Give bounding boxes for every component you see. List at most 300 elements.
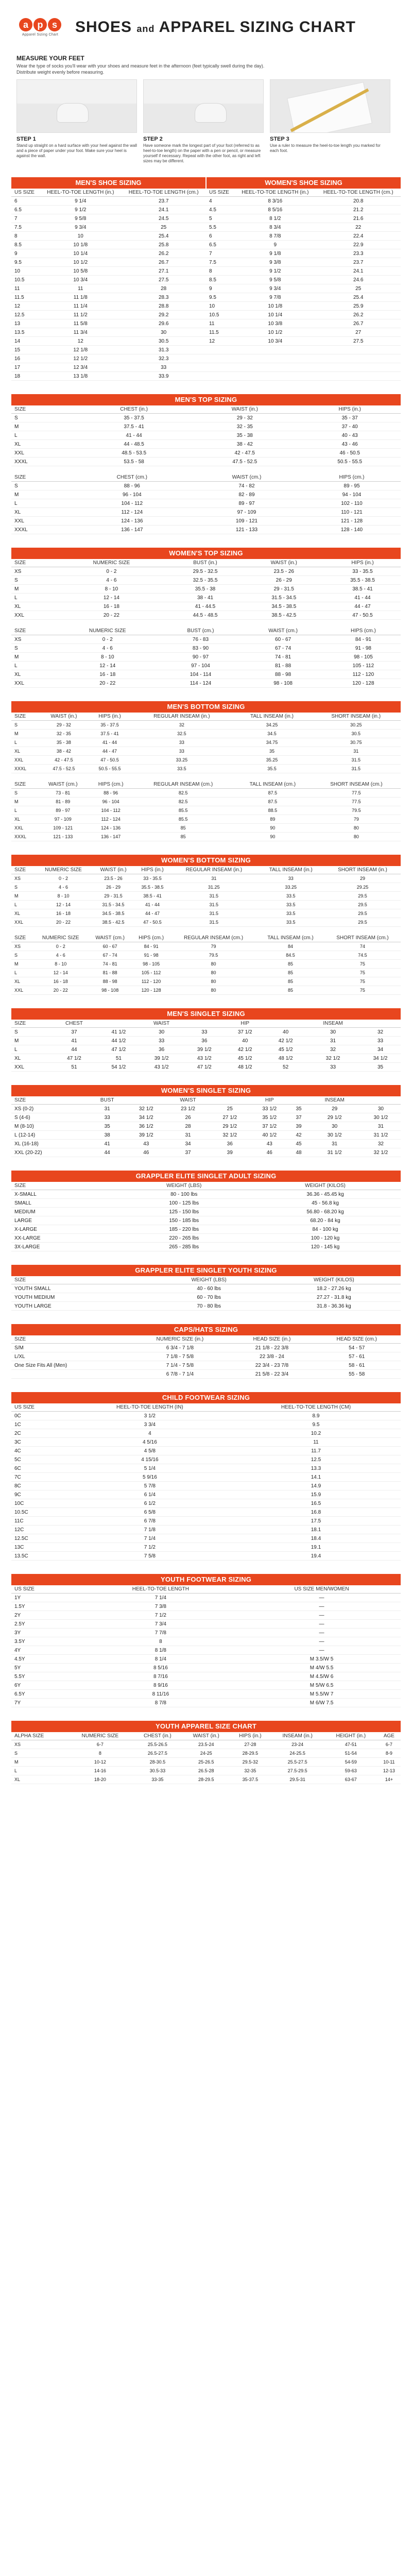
table-cell: 85.5 (133, 806, 233, 815)
table-cell: 29.25 (324, 883, 401, 892)
table-cell: 9 (206, 284, 234, 293)
table-cell: 24.6 (316, 276, 401, 284)
table-row (11, 1681, 401, 1690)
table-cell: 25-26.5 (182, 1758, 230, 1767)
table-cell: 2C (11, 1429, 68, 1438)
womens-shoe-table (206, 189, 401, 381)
column-header: US SIZE (11, 1585, 79, 1594)
table-cell: 29 (308, 1105, 361, 1113)
table-cell: 68.20 - 84 kg (250, 1216, 401, 1225)
column-header: REGULAR INSEAM (in.) (131, 713, 232, 721)
table-cell: 60 - 67 (240, 635, 325, 644)
table-cell: 9 1/8 (234, 249, 316, 258)
table-cell: M 5/W 6.5 (243, 1681, 401, 1690)
table-cell: 7 3/4 (79, 1620, 243, 1629)
logo-letter: s (48, 18, 61, 31)
table-cell: 22 3/8 - 24 (231, 1352, 313, 1361)
table-cell: M (11, 585, 56, 594)
column-header: BUST (in.) (167, 559, 244, 567)
table-cell: 9 1/2 (234, 267, 316, 276)
table-cell: 80 (170, 960, 256, 969)
table-cell: — (243, 1646, 401, 1655)
table-cell: M (11, 892, 35, 901)
measure-intro: Wear the type of socks you'll wear with your shoes and measure feet in the afternoon (feet typically swell during the day). Distribute weight evenly before measuring. (16, 63, 265, 75)
column-header: SIZE (11, 1335, 129, 1344)
table-cell: 6.5Y (11, 1690, 79, 1699)
table-cell: 10.2 (231, 1429, 401, 1438)
column-header: TALL INSEAM (in.) (233, 713, 312, 721)
table-cell: 97 - 109 (38, 815, 89, 824)
table-cell: 16 - 18 (54, 670, 161, 679)
table-cell: 5 9/16 (68, 1473, 231, 1482)
table-cell: XL (11, 670, 54, 679)
table-cell: 45 - 56.8 kg (250, 1199, 401, 1208)
table-cell: XS (0-2) (11, 1105, 88, 1113)
table-cell: 12 1/8 (40, 346, 121, 354)
table-cell: M 4/W 5.5 (243, 1664, 401, 1672)
table-row (206, 372, 401, 381)
youth-footwear-table (11, 1585, 401, 1707)
table-cell: 17 (11, 363, 40, 372)
table-cell: 22.9 (316, 241, 401, 249)
table-cell: 12 1/2 (40, 354, 121, 363)
table-cell: S (11, 721, 39, 730)
table-cell: XS (11, 635, 54, 644)
table-row (11, 602, 401, 611)
table-cell: 8 (11, 232, 40, 241)
table-row (11, 1113, 401, 1122)
table-row (11, 1234, 401, 1243)
table-cell: YOUTH MEDIUM (11, 1293, 151, 1302)
table-cell: 90 (233, 824, 312, 833)
table-cell: 11.5 (206, 328, 234, 337)
table-row (11, 1699, 401, 1707)
table-cell: 45 1/2 (265, 1045, 306, 1054)
table-cell: 20 - 22 (56, 611, 167, 620)
table-row (11, 1105, 401, 1113)
table-cell: XXL (11, 611, 56, 620)
mens-singlet-table (11, 1020, 401, 1072)
table-cell: 28-30.5 (133, 1758, 183, 1767)
table-cell: 8 3/4 (234, 223, 316, 232)
table-cell: 29.5 (324, 901, 401, 909)
table-cell: 38 - 42 (191, 440, 299, 449)
table-cell: 70 - 80 lbs (151, 1302, 267, 1311)
table-cell: 44 - 47 (324, 602, 401, 611)
table-row (11, 874, 401, 883)
table-cell: 28.3 (121, 293, 206, 302)
table-cell: 6.5 (11, 206, 40, 214)
table-cell: 7 1/4 (79, 1594, 243, 1602)
table-cell: 110 - 121 (303, 508, 401, 517)
table-cell: 35.5 - 38 (167, 585, 244, 594)
table-cell: 124 - 136 (89, 824, 133, 833)
table-cell: 43 (250, 1140, 289, 1148)
table-cell: 54 - 57 (313, 1344, 401, 1352)
table-cell: 37 (289, 1113, 308, 1122)
table-cell: 40 - 60 lbs (151, 1284, 267, 1293)
table-cell: 91 - 98 (326, 644, 401, 653)
table-cell: 42 (289, 1131, 308, 1140)
table-cell: 220 - 265 lbs (118, 1234, 250, 1243)
table-cell: 20 - 22 (54, 679, 161, 688)
table-cell: 7 1/4 - 7 5/8 (129, 1361, 231, 1370)
column-header: HIPS (in.) (299, 405, 401, 414)
mens-bottom-section (11, 701, 401, 841)
table-cell: 89 - 97 (191, 499, 303, 508)
table-cell: 8 - 10 (56, 585, 167, 594)
logo-letter: a (19, 18, 32, 31)
table-cell: 9 1/4 (40, 197, 121, 206)
table-row (11, 977, 401, 986)
table-row (11, 440, 401, 449)
table-row (11, 611, 401, 620)
table-cell: 85 (256, 969, 324, 977)
table-cell: 28.8 (121, 302, 206, 311)
column-header: WEIGHT (KILOS) (267, 1276, 401, 1284)
table-cell: 32 1/2 (361, 1148, 401, 1157)
table-cell: 12C (11, 1526, 68, 1534)
table-cell: 8 11/16 (79, 1690, 243, 1699)
table-cell: 35 - 38 (191, 431, 299, 440)
table-row (206, 223, 401, 232)
table-cell: 8 1/8 (79, 1646, 243, 1655)
table-cell: 104 - 112 (89, 806, 133, 815)
capshats-title: CAPS/HATS SIZING (11, 1324, 401, 1335)
table-cell: 23.3 (316, 249, 401, 258)
table-cell: 25.9 (316, 302, 401, 311)
table-cell: MEDIUM (11, 1208, 118, 1216)
table-cell: M (11, 653, 54, 662)
table-row (11, 1199, 401, 1208)
table-cell: 41 1/2 (98, 1028, 139, 1037)
table-cell: 10 1/4 (40, 249, 121, 258)
column-header: NUMERIC SIZE (56, 559, 167, 567)
table-cell: 29.5 (324, 909, 401, 918)
table-row (11, 1302, 401, 1311)
table-cell: 30.5-33 (133, 1767, 183, 1775)
step-title: STEP 1 (16, 136, 36, 142)
table-cell: 33 (88, 1113, 126, 1122)
column-header: HEEL-TO-TOE LENGTH (cm.) (121, 189, 206, 197)
table-cell: 31.5 (170, 918, 257, 927)
table-cell: 33 - 35.5 (134, 874, 170, 883)
table-cell: 43 - 46 (299, 440, 401, 449)
table-cell: 10 (40, 232, 121, 241)
table-row (11, 354, 206, 363)
table-cell: 5Y (11, 1664, 79, 1672)
table-row (11, 951, 401, 960)
table-cell: 88.5 (233, 806, 312, 815)
table-cell: 0 - 2 (33, 942, 88, 951)
table-cell: 22 (316, 223, 401, 232)
table-cell: 3X-LARGE (11, 1243, 118, 1251)
table-cell: M 4.5/W 6 (243, 1672, 401, 1681)
table-cell: 54 1/2 (98, 1063, 139, 1072)
table-cell: 34 1/2 (360, 1054, 401, 1063)
table-cell: 18 (11, 372, 40, 381)
table-header-row (11, 1182, 401, 1190)
table-cell: 89 (233, 815, 312, 824)
table-header-row (11, 1096, 401, 1105)
table-cell: 32.5 - 35.5 (167, 576, 244, 585)
column-header: SIZE (11, 713, 39, 721)
table-row (11, 892, 401, 901)
table-cell: 10 1/8 (234, 302, 316, 311)
mens-top-in-table (11, 405, 401, 466)
table-cell: 9 (11, 249, 40, 258)
table-cell: 6Y (11, 1681, 79, 1690)
table-cell: 23.5 - 26 (244, 567, 324, 576)
grappler-adult-title: GRAPPLER ELITE SINGLET ADULT SIZING (11, 1171, 401, 1182)
table-cell: 55 - 58 (313, 1370, 401, 1379)
table-cell: 47 1/2 (98, 1045, 139, 1054)
column-header: REGULAR INSEAM (cm.) (133, 781, 233, 789)
table-cell: S (11, 951, 33, 960)
womens-bottom-in-table (11, 866, 401, 927)
table-cell: 9.5 (206, 293, 234, 302)
table-row (11, 1140, 401, 1148)
table-cell: 31.5 (170, 909, 257, 918)
table-cell: 31.8 - 36.36 kg (267, 1302, 401, 1311)
table-cell: 35 - 37 (299, 414, 401, 422)
table-row (11, 414, 401, 422)
table-cell: 39 1/2 (184, 1045, 225, 1054)
table-row (11, 824, 401, 833)
step-text: Use a ruler to measure the heel-to-toe length you marked for each foot. (270, 143, 381, 153)
column-header: SHORT INSEAM (in.) (324, 866, 401, 874)
table-row (11, 986, 401, 995)
table-cell: 46 - 50.5 (299, 449, 401, 457)
column-header: SIZE (11, 473, 74, 482)
table-cell: 10.5C (11, 1508, 68, 1517)
table-cell: 33 (258, 874, 324, 883)
table-cell: 13.5 (11, 328, 40, 337)
table-cell: L (11, 901, 35, 909)
table-cell: 43 (126, 1140, 166, 1148)
table-cell: 35 - 37.5 (89, 721, 131, 730)
column-header (360, 1020, 401, 1028)
table-cell: 30 1/2 (308, 1131, 361, 1140)
table-cell: S (4-6) (11, 1113, 88, 1122)
table-cell: 52 (265, 1063, 306, 1072)
column-header: CHEST (in.) (133, 1732, 183, 1740)
table-cell: 12 - 14 (54, 662, 161, 670)
table-cell: 15 (11, 346, 40, 354)
table-cell: 11 (231, 1438, 401, 1447)
table-cell: S/M (11, 1344, 129, 1352)
table-cell: 6 3/4 - 7 1/8 (129, 1344, 231, 1352)
table-cell: 7Y (11, 1699, 79, 1707)
table-cell: 11 (11, 284, 40, 293)
table-row (11, 1284, 401, 1293)
table-cell: 42 - 47.5 (191, 449, 299, 457)
table-cell: 35 (360, 1063, 401, 1072)
youth-apparel-table (11, 1732, 401, 1784)
step-text: Have someone mark the longest part of your foot (referred to as heel-to-toe length) on the paper with a pen or pencil, or measure yourself if necessary. Repeat with the other foot, as right and left sizes may be different. (143, 143, 261, 163)
table-cell: 10 3/4 (40, 276, 121, 284)
table-cell: 25.8 (121, 241, 206, 249)
grappler-youth-table (11, 1276, 401, 1311)
table-cell: 41 - 44.5 (167, 602, 244, 611)
table-cell: L (11, 431, 77, 440)
table-cell: 80 (170, 969, 256, 977)
table-cell: S (11, 789, 38, 798)
youth-footwear-title: YOUTH FOOTWEAR SIZING (11, 1574, 401, 1585)
table-row (11, 1455, 401, 1464)
column-header: HIPS (cm.) (89, 781, 133, 789)
table-cell: 14.1 (231, 1473, 401, 1482)
table-cell (206, 346, 234, 354)
table-cell: 77.5 (312, 789, 401, 798)
table-cell: 5 1/4 (68, 1464, 231, 1473)
table-cell: 27.27 - 31.8 kg (267, 1293, 401, 1302)
table-cell: 7C (11, 1473, 68, 1482)
table-cell: XXXL (11, 457, 77, 466)
column-header: HEAD SIZE (cm.) (313, 1335, 401, 1344)
table-cell: 124 - 136 (74, 517, 191, 526)
table-cell: 44.5 - 48.5 (167, 611, 244, 620)
table-cell: 265 - 285 lbs (118, 1243, 250, 1251)
table-cell: 33-35 (133, 1775, 183, 1784)
table-cell: 37 (166, 1148, 210, 1157)
table-row (11, 1664, 401, 1672)
table-cell: 81 - 88 (240, 662, 325, 670)
column-header: NUMERIC SIZE (54, 627, 161, 635)
table-cell: 48 1/2 (265, 1054, 306, 1063)
table-cell: 32 1/2 (126, 1105, 166, 1113)
table-cell: 44 - 47 (134, 909, 170, 918)
table-cell: — (243, 1611, 401, 1620)
column-header: INSEAM (306, 1020, 360, 1028)
table-cell: 13.3 (231, 1464, 401, 1473)
table-row (11, 1646, 401, 1655)
table-cell: 29 1/2 (210, 1122, 250, 1131)
column-header: TALL INSEAM (in.) (258, 866, 324, 874)
table-cell: 12 - 14 (35, 901, 92, 909)
table-cell: 120 - 128 (326, 679, 401, 688)
table-cell: 98 - 105 (132, 960, 170, 969)
column-header: HIPS (in.) (134, 866, 170, 874)
table-cell: 24-25.5 (270, 1749, 324, 1758)
table-cell: 43 1/2 (184, 1054, 225, 1063)
table-cell: 51-54 (324, 1749, 377, 1758)
table-cell: 150 - 185 lbs (118, 1216, 250, 1225)
table-row (11, 1352, 401, 1361)
table-row (11, 267, 206, 276)
table-cell: 36.36 - 45.45 kg (250, 1190, 401, 1199)
capshats-table (11, 1335, 401, 1379)
table-cell: 10 5/8 (40, 267, 121, 276)
table-cell: 7 5/8 (68, 1552, 231, 1561)
column-header: INSEAM (308, 1096, 361, 1105)
table-cell: 34.25 (233, 721, 312, 730)
table-cell: 47.5 - 52.5 (191, 457, 299, 466)
table-cell: 87.5 (233, 798, 312, 806)
table-cell: 74 - 81 (88, 960, 132, 969)
table-cell: 8 - 10 (54, 653, 161, 662)
table-cell: 67 - 74 (240, 644, 325, 653)
table-header-row (11, 1276, 401, 1284)
table-cell: 85 (133, 833, 233, 841)
table-cell: 36 (184, 1037, 225, 1045)
table-cell: 31 (88, 1105, 126, 1113)
table-row (11, 567, 401, 576)
table-cell: 43 1/2 (139, 1063, 184, 1072)
table-row (11, 1758, 401, 1767)
table-cell: 10 1/2 (234, 328, 316, 337)
table-cell: 56.80 - 68.20 kg (250, 1208, 401, 1216)
table-row (11, 241, 206, 249)
column-header: US SIZE (11, 1403, 68, 1412)
mens-bottom-cm-table (11, 781, 401, 841)
table-cell: 8 (67, 1749, 133, 1758)
table-cell: 33 (131, 738, 232, 747)
table-row (11, 721, 401, 730)
table-cell: 12.5 (11, 311, 40, 319)
table-row (11, 576, 401, 585)
steps (16, 79, 396, 164)
table-cell: 30.5 (311, 730, 401, 738)
table-row (206, 302, 401, 311)
table-cell: 4 - 6 (56, 576, 167, 585)
table-cell: 6 5/8 (68, 1508, 231, 1517)
column-header: HIPS (in.) (230, 1732, 270, 1740)
table-cell: L (11, 499, 74, 508)
table-cell: 23.7 (121, 197, 206, 206)
table-cell: 14-16 (67, 1767, 133, 1775)
table-cell: 37.5 - 41 (89, 730, 131, 738)
table-cell: 84 (256, 942, 324, 951)
mens-bottom-title: MEN'S BOTTOM SIZING (11, 701, 401, 713)
column-header: WEIGHT (LBS) (118, 1182, 250, 1190)
table-cell: 35.5 - 38.5 (324, 576, 401, 585)
table-cell: 98 - 108 (88, 986, 132, 995)
table-cell: 8 9/16 (79, 1681, 243, 1690)
table-cell: 3 3/4 (68, 1420, 231, 1429)
table-cell: 10 (206, 302, 234, 311)
table-cell: 21.6 (316, 214, 401, 223)
table-cell: 10 1/8 (40, 241, 121, 249)
column-header: CHEST (in.) (77, 405, 191, 414)
table-row (11, 738, 401, 747)
table-cell (206, 363, 234, 372)
mens-top-section (11, 394, 401, 534)
table-header-row (11, 1585, 401, 1594)
table-cell: 9 5/8 (40, 214, 121, 223)
column-header: WAIST (in.) (191, 405, 299, 414)
table-cell: 23-24 (270, 1740, 324, 1749)
table-cell: 26.2 (121, 249, 206, 258)
table-cell: 9 3/4 (234, 284, 316, 293)
table-cell: 33 1/2 (250, 1105, 289, 1113)
table-cell: 29 1/2 (308, 1113, 361, 1122)
table-row (11, 883, 401, 892)
table-cell: 37 1/2 (225, 1028, 265, 1037)
table-cell: 80 (312, 833, 401, 841)
table-cell: 51 (98, 1054, 139, 1063)
table-cell: 31.5 (170, 892, 257, 901)
table-cell: 60 - 67 (88, 942, 132, 951)
table-row (11, 328, 206, 337)
table-row (11, 1499, 401, 1508)
table-cell: 20 - 22 (35, 918, 92, 927)
table-cell: 32 (361, 1140, 401, 1148)
table-cell: 12 (206, 337, 234, 346)
table-cell: 33 (139, 1037, 184, 1045)
table-row (11, 232, 206, 241)
table-cell: 79.5 (170, 951, 256, 960)
